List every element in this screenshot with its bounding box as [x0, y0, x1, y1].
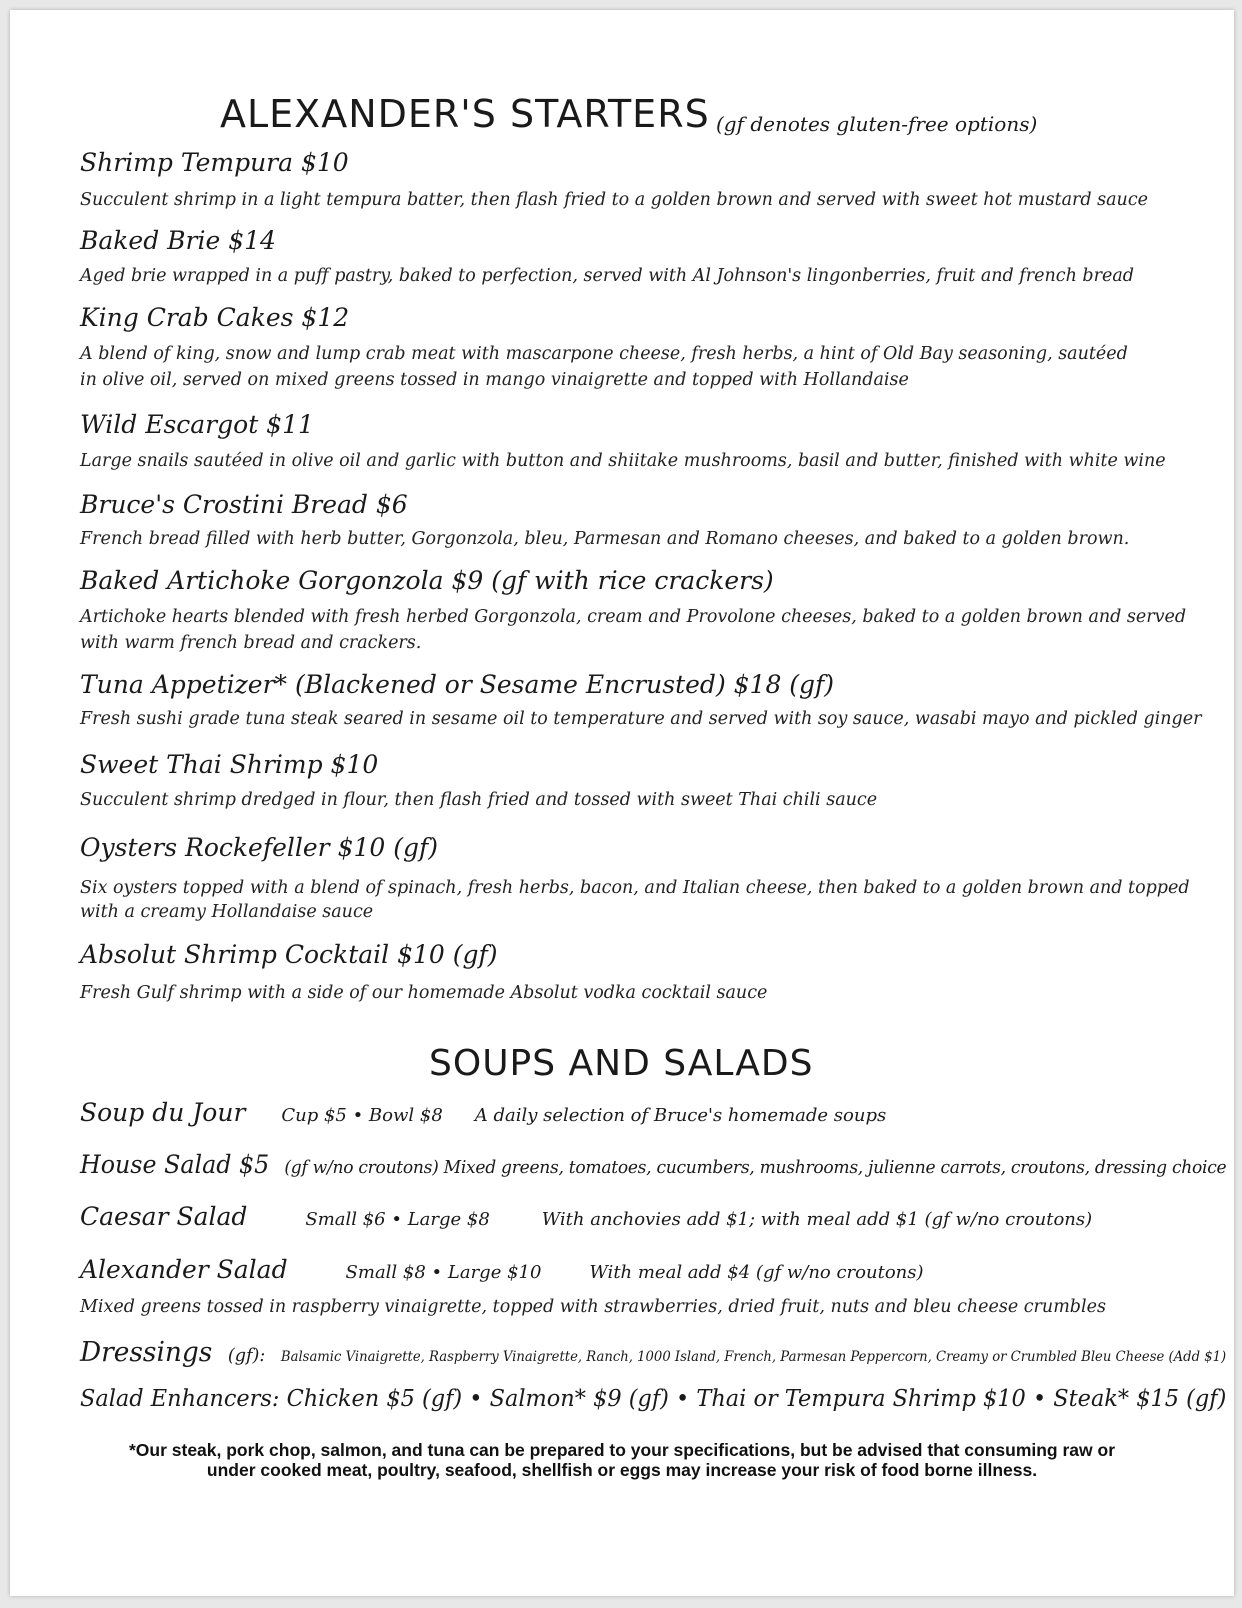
caesar-salad-desc: With anchovies add $1; with meal add $1 (gf w/no croutons): [541, 1209, 1093, 1230]
menu-item-desc: French bread filled with herb butter, Gorgonzola, bleu, Parmesan and Romano cheeses, and baked to a golden brown.: [80, 529, 1130, 549]
menu-item-name: Sweet Thai Shrimp $10: [80, 750, 379, 779]
dressings-list: Balsamic Vinaigrette, Raspberry Vinaigrette, Ranch, 1000 Island, French, Parmesan Peppercorn, Creamy or Crumbled Bleu Cheese (Add $1): [280, 1349, 1227, 1365]
caesar-salad-row: [80, 1202, 1092, 1231]
menu-item-name: Baked Brie $14: [80, 226, 276, 255]
alexander-salad-desc: With meal add $4 (gf w/no croutons): [589, 1262, 924, 1283]
menu-item-name: Shrimp Tempura $10: [80, 148, 349, 177]
salad-enhancers: Salad Enhancers: Chicken $5 (gf) • Salmon* $9 (gf) • Thai or Tempura Shrimp $10 • Steak* $15 (gf): [80, 1386, 1227, 1412]
starters-title: ALEXANDER'S STARTERS: [220, 92, 710, 136]
menu-item-desc: in olive oil, served on mixed greens tossed in mango vinaigrette and topped with Hollandaise: [80, 370, 909, 390]
menu-item-desc: Large snails sautéed in olive oil and garlic with button and shiitake mushrooms, basil and butter, finished with white wine: [80, 451, 1166, 471]
menu-item-desc: Fresh sushi grade tuna steak seared in sesame oil to temperature and served with soy sauce, wasabi mayo and pickled ginger: [80, 709, 1202, 729]
alexander-salad-name: Alexander Salad: [80, 1255, 288, 1284]
alexander-salad-detail: Mixed greens tossed in raspberry vinaigrette, topped with strawberries, dried fruit, nuts and bleu cheese crumbles: [80, 1297, 1106, 1317]
menu-item-name: King Crab Cakes $12: [80, 303, 350, 332]
caesar-salad-name: Caesar Salad: [80, 1202, 248, 1231]
menu-item-name: Tuna Appetizer* (Blackened or Sesame Encrusted) $18 (gf): [80, 670, 835, 699]
menu-item-name: Bruce's Crostini Bread $6: [80, 490, 408, 519]
menu-item-name: Baked Artichoke Gorgonzola $9 (gf with rice crackers): [80, 566, 774, 595]
disclaimer-line: *Our steak, pork chop, salmon, and tuna can be prepared to your specifications, but be advised that consuming raw or: [128, 1440, 1116, 1460]
menu-item-desc: Artichoke hearts blended with fresh herbed Gorgonzola, cream and Provolone cheeses, baked to a golden brown and served: [80, 607, 1187, 627]
dressings-row: [80, 1337, 1226, 1368]
gluten-free-note: (gf denotes gluten-free options): [716, 112, 1038, 136]
menu-item-desc: A blend of king, snow and lump crab meat with mascarpone cheese, fresh herbs, a hint of Old Bay seasoning, sautéed: [80, 344, 1128, 364]
caesar-salad-prices: Small $6 • Large $8: [305, 1209, 490, 1230]
alexander-salad-prices: Small $8 • Large $10: [345, 1262, 542, 1283]
house-salad-desc: (gf w/no croutons) Mixed greens, tomatoes, cucumbers, mushrooms, julienne carrots, croutons, dressing choice: [284, 1157, 1227, 1178]
soup-name: Soup du Jour: [80, 1098, 246, 1127]
food-safety-disclaimer: [10, 1440, 1234, 1480]
menu-item-desc: Succulent shrimp in a light tempura batter, then flash fried to a golden brown and served with sweet hot mustard sauce: [80, 190, 1148, 210]
menu-item-desc: Aged brie wrapped in a puff pastry, baked to perfection, served with Al Johnson's lingonberries, fruit and french bread: [80, 266, 1134, 286]
house-salad-row: [80, 1150, 1226, 1179]
menu-item-desc: Succulent shrimp dredged in flour, then flash fried and tossed with sweet Thai chili sauce: [80, 790, 878, 810]
soup-prices: Cup $5 • Bowl $8: [281, 1105, 443, 1126]
dressings-gf: (gf):: [227, 1345, 266, 1366]
menu-item-desc: with warm french bread and crackers.: [80, 633, 422, 653]
soup-desc: A daily selection of Bruce's homemade soups: [474, 1105, 887, 1126]
alexander-salad-row: [80, 1255, 924, 1284]
menu-page: [10, 10, 1234, 1596]
menu-item-name: Wild Escargot $11: [80, 410, 314, 439]
menu-item-desc: Six oysters topped with a blend of spinach, fresh herbs, bacon, and Italian cheese, then baked to a golden brown and topped: [80, 878, 1190, 898]
soup-row: [80, 1098, 886, 1127]
menu-item-name: Absolut Shrimp Cocktail $10 (gf): [80, 940, 498, 969]
dressings-label: Dressings: [80, 1337, 213, 1368]
menu-item-desc: Fresh Gulf shrimp with a side of our homemade Absolut vodka cocktail sauce: [80, 983, 768, 1003]
menu-item-desc: with a creamy Hollandaise sauce: [80, 902, 374, 922]
house-salad-name: House Salad $5: [80, 1150, 270, 1179]
soups-salads-title: SOUPS AND SALADS: [429, 1043, 814, 1084]
menu-item-name: Oysters Rockefeller $10 (gf): [80, 833, 438, 862]
disclaimer-line: under cooked meat, poultry, seafood, shellfish or eggs may increase your risk of food borne illness.: [206, 1460, 1038, 1480]
